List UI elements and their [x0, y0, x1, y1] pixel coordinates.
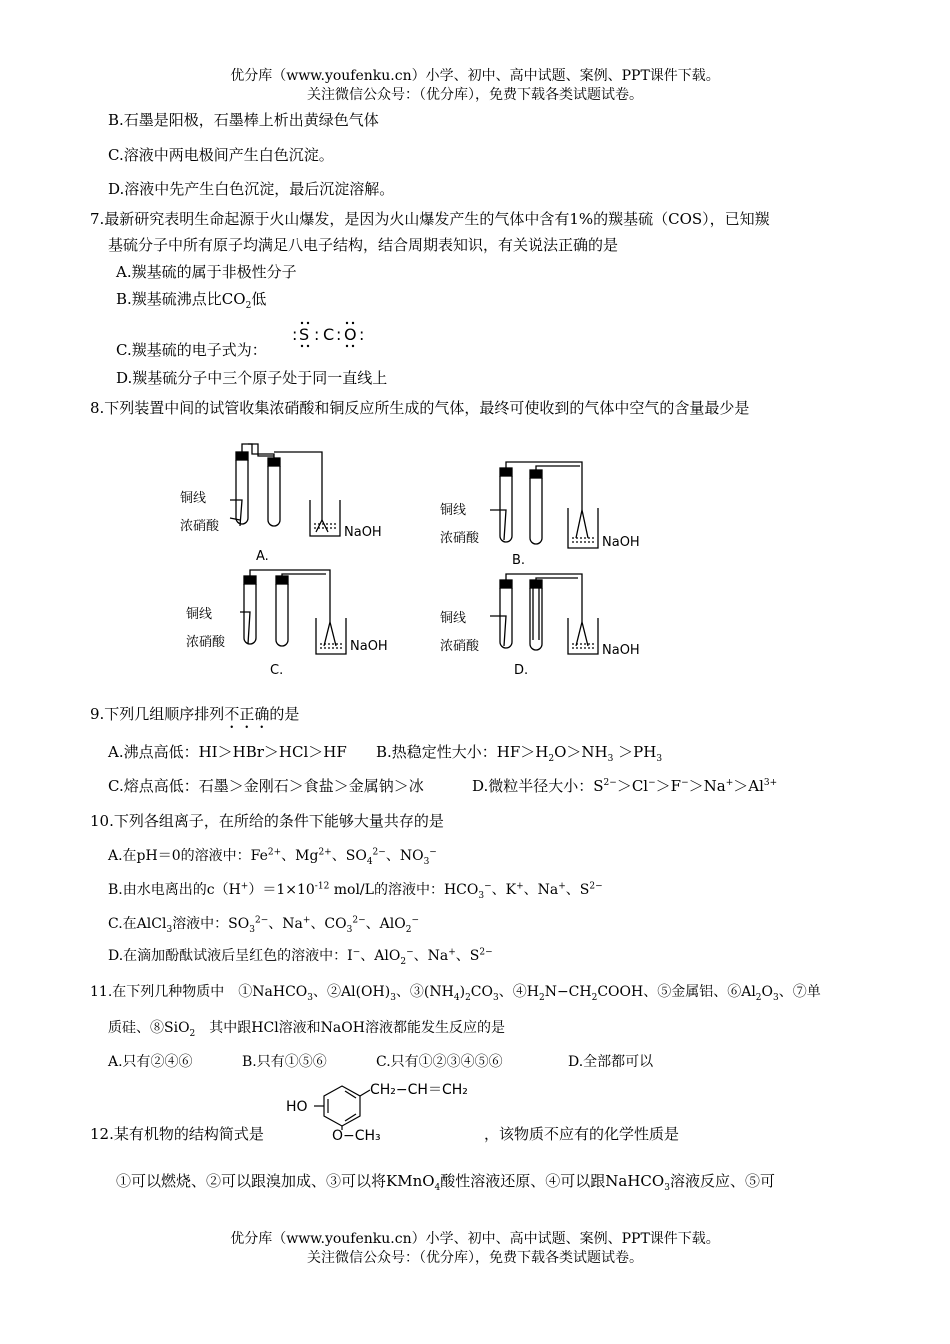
q6-option-d: D.溶液中先产生白色沉淀，最后沉淀溶解。	[108, 180, 395, 198]
footer-line-2: 关注微信公众号：（优分库），免费下载各类试题试卷。	[307, 1250, 643, 1266]
q6-option-b: B.石墨是阳极，石墨棒上析出黄绿色气体	[108, 111, 379, 129]
q7-stem-line-2: 基硫分子中所有原子均满足八电子结构，结合周期表知识，有关说法正确的是	[108, 236, 619, 254]
apparatus-c	[240, 570, 346, 654]
q7-option-c: C.羰基硫的电子式为：	[116, 341, 267, 359]
apparatus-a-acid-label: 浓硝酸	[180, 519, 220, 534]
apparatus-b-acid-label: 浓硝酸	[440, 531, 480, 546]
q11-stem-line-2: 质硅、⑧SiO$_2$ 其中跟HCl溶液和NaOH溶液都能发生反应的是	[108, 1020, 505, 1039]
apparatus-b-naoh-label: NaOH	[602, 535, 640, 550]
header-line-1: 优分库（www.youfenku.cn）小学、初中、高中试题、案例、PPT课件下载。	[230, 68, 720, 84]
hydroxyl-label: HO	[286, 1099, 308, 1115]
apparatus-c-acid-label: 浓硝酸	[186, 635, 226, 650]
allyl-chain-label: CH₂−CH＝CH₂	[370, 1082, 468, 1098]
q12-stem-post: ，该物质不应有的化学性质是	[484, 1125, 680, 1143]
eugenol-structure	[284, 1078, 494, 1144]
q11-option-b: B.只有①⑤⑥	[242, 1054, 327, 1070]
lewis-c: C	[323, 325, 335, 344]
methoxy-label: O−CH₃	[332, 1128, 381, 1144]
q7-stem-line-1: 7.最新研究表明生命起源于火山爆发，是因为火山爆发产生的气体中含有1%的羰基硫（COS），已知羰	[90, 210, 770, 228]
apparatus-a-naoh-label: NaOH	[344, 525, 382, 540]
q10-option-b: B.由水电离出的$c(H^+)=1\times 10^{-12}$ mol/L的溶液中：$HCO_3^-$、K+、Na+、$S^{2-}$	[108, 881, 603, 901]
q8-apparatus-figure	[170, 440, 690, 690]
apparatus-c-naoh-label: NaOH	[350, 639, 388, 654]
q11-option-c: C.只有①②③④⑤⑥	[376, 1054, 503, 1070]
cos-lewis-structure	[288, 318, 378, 348]
apparatus-c-caption: C.	[270, 663, 284, 678]
lewis-colon-mid2: :	[336, 325, 342, 344]
lewis-o: O	[344, 325, 357, 344]
q12-stem-pre: 12.某有机物的结构简式是	[90, 1125, 264, 1143]
apparatus-b-caption: B.	[512, 553, 526, 568]
apparatus-d-caption: D.	[514, 663, 529, 678]
apparatus-a	[230, 444, 340, 536]
q8-stem: 8.下列装置中间的试管收集浓硝酸和铜反应所生成的气体，最终可使收到的气体中空气的含量最少是	[90, 399, 750, 417]
q9-stem: 9.下列几组顺序排列不正确的是	[90, 705, 300, 723]
footer-line-1: 优分库（www.youfenku.cn）小学、初中、高中试题、案例、PPT课件下载。	[230, 1231, 720, 1247]
lewis-s: S	[299, 325, 310, 344]
q9-option-a: A.沸点高低：HI＞HBr＞HCl＞HF	[108, 743, 347, 761]
q11-option-d: D.全部都可以	[568, 1054, 654, 1070]
apparatus-d	[490, 574, 598, 654]
header-line-2: 关注微信公众号：（优分库），免费下载各类试题试卷。	[307, 87, 643, 103]
q12-properties-line: ①可以燃烧、②可以跟溴加成、③可以将KMnO$_4$酸性溶液还原、④可以跟NaHCO$_3$溶液反应、⑤可	[116, 1172, 775, 1193]
apparatus-a-caption: A.	[256, 549, 269, 564]
q11-stem-line-1: 11.在下列几种物质中 ①NaHCO$_3$、$②Al(OH)_3$、$③(NH_4)_2CO_3$、$④H_2N-CH_2COOH$、⑤金属铝、$⑥Al_2O_3$、⑦单	[90, 984, 821, 1003]
lewis-colon-left: :	[292, 325, 298, 344]
apparatus-b-wire-label: 铜线	[440, 503, 467, 518]
q7-option-a: A.羰基硫的属于非极性分子	[116, 263, 297, 281]
q7-option-b: B.羰基硫沸点比$CO_2$低	[116, 290, 267, 311]
q9-emphasis: 不正确	[224, 705, 270, 723]
apparatus-c-wire-label: 铜线	[186, 607, 213, 622]
apparatus-d-acid-label: 浓硝酸	[440, 639, 480, 654]
apparatus-b	[490, 462, 598, 548]
benzene-ring	[314, 1086, 370, 1130]
q9-option-d: D.微粒半径大小：$S^{2-}>Cl^->F^->Na^+>Al^{3+}$	[472, 777, 778, 795]
lewis-colon-mid1: :	[314, 325, 320, 344]
apparatus-a-wire-label: 铜线	[180, 491, 207, 506]
q6-option-c: C.溶液中两电极间产生白色沉淀。	[108, 146, 334, 164]
q10-option-a: A.在pH＝0的溶液中：$Fe^{2+}$、$Mg^{2+}$、$SO_4^{2-}$、$NO_3^-$	[108, 847, 437, 867]
q9-option-b: B.热稳定性大小：$HF>H_2O>NH_3 >PH_3$	[376, 743, 663, 764]
lewis-colon-right: :	[359, 325, 365, 344]
q10-option-d: D.在滴加酚酞试液后呈红色的溶液中：I−、AlO$_2$−、Na+、$S^{2-}$	[108, 947, 493, 967]
q9-option-c: C.熔点高低：石墨＞金刚石＞食盐＞金属钠＞冰	[108, 777, 424, 795]
apparatus-d-wire-label: 铜线	[440, 611, 467, 626]
q7-option-d: D.羰基硫分子中三个原子处于同一直线上	[116, 369, 388, 387]
q10-option-c: C.在AlCl$_3$溶液中：$SO_3^{2-}$、Na+、$CO_3^{2-}$、AlO$_2$−	[108, 915, 420, 935]
apparatus-d-naoh-label: NaOH	[602, 643, 640, 658]
q10-stem: 10.下列各组离子，在所给的条件下能够大量共存的是	[90, 812, 444, 830]
q11-option-a: A.只有②④⑥	[108, 1054, 193, 1070]
